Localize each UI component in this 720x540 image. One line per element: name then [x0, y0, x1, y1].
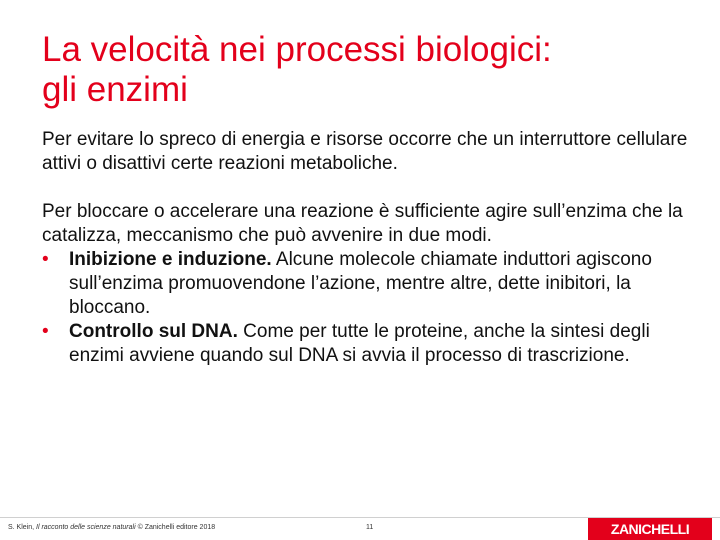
- bullet-item-1: [42, 248, 702, 320]
- title-line-1: La velocità nei processi biologici:: [42, 30, 552, 69]
- title-line-2: gli enzimi: [42, 70, 188, 109]
- paragraph-2: Per bloccare o accelerare una reazione è sufficiente agire sull’enzima che la catalizza, meccanismo che può avvenire in due modi.: [42, 201, 683, 246]
- paragraph-1: Per evitare lo spreco di energia e risorse occorre che un interruttore cellulare attivi o disattivi certe reazioni metaboliche.: [42, 129, 688, 174]
- bullet-text-2: Come per tutte le proteine, anche la sintesi degli enzimi avviene quando sul DNA si avvia il processo di trascrizione.: [69, 321, 650, 366]
- bullet-heading-1: Inibizione e induzione.: [69, 249, 272, 270]
- slide-body: [42, 128, 702, 368]
- slide-title: [42, 30, 682, 110]
- bullet-dot: •: [42, 249, 49, 270]
- bullet-heading-2: Controllo sul DNA.: [69, 321, 238, 342]
- footer-book-title: Il racconto delle scienze naturali: [36, 524, 136, 531]
- bullet-list: [42, 248, 702, 368]
- zanichelli-logo: ZANICHELLI: [588, 518, 712, 540]
- footer-author: S. Klein,: [8, 524, 37, 531]
- bullet-item-2: [42, 320, 702, 368]
- footer-publisher: © Zanichelli editore 2018: [135, 524, 216, 531]
- footer-credit: [8, 524, 215, 531]
- paragraph-2-block: [42, 200, 702, 368]
- bullet-dot: •: [42, 321, 49, 342]
- bullet-text-1: Alcune molecole chiamate induttori agiscono sull’enzima promuovendone l’azione, mentre altre, dette inibitori, la bloccano.: [69, 249, 652, 318]
- page-number: 11: [366, 524, 374, 531]
